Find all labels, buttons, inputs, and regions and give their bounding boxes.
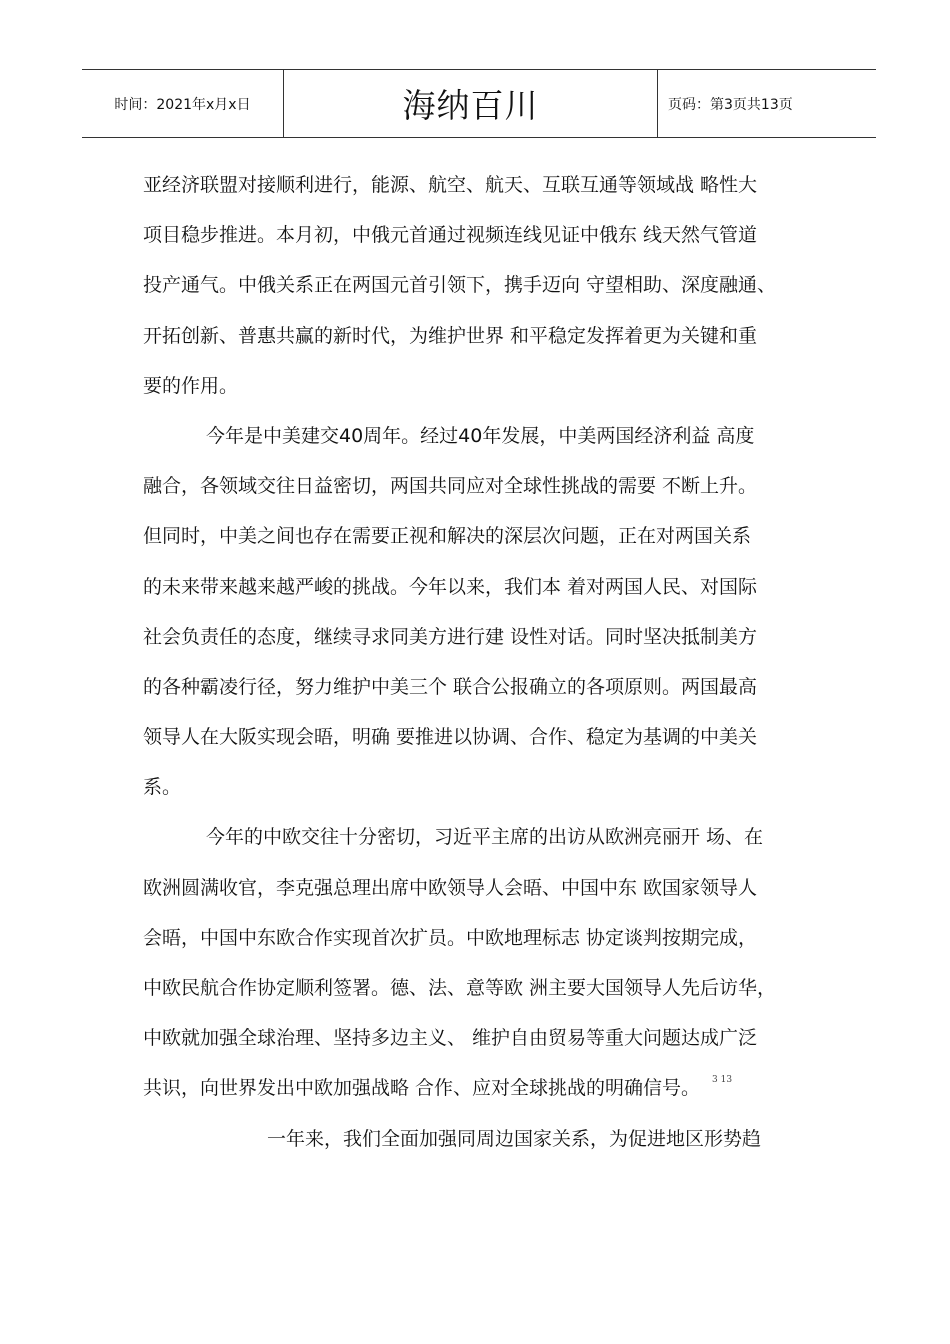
- text-line: 领导人在大阪实现会晤，明确 要推进以协调、合作、稳定为基调的中美关: [143, 726, 758, 749]
- text-line: 项目稳步推进。本月初，中俄元首通过视频连线见证中俄东 线天然气管道: [143, 224, 758, 247]
- document-body: [143, 160, 833, 1164]
- text-line: 一年来，我们全面加强同周边国家关系，为促进地区形势趋: [267, 1127, 762, 1150]
- text-line: 会晤，中国中东欧合作实现首次扩员。中欧地理标志 协定谈判按期完成，: [143, 926, 758, 949]
- text-line-content: 共识，向世界发出中欧加强战略 合作、应对全球挑战的明确信号。: [143, 1077, 701, 1100]
- text-line: [143, 1063, 833, 1113]
- text-line: 社会负责任的态度，继续寻求同美方进行建 设性对话。同时坚决抵制美方: [143, 625, 758, 648]
- text-line: 系。: [143, 776, 182, 799]
- text-line: 亚经济联盟对接顺利进行，能源、航空、航天、互联互通等领域战 略性大: [143, 174, 758, 196]
- text-line: 欧洲圆满收官，李克强总理出席中欧领导人会晤、中国中东 欧国家领导人: [143, 876, 758, 899]
- text-line: 今年是中美建交40周年。经过40年发展，中美两国经济利益 高度: [206, 424, 755, 447]
- footnote-marker: 3 13: [712, 1075, 733, 1086]
- page-header: [82, 69, 876, 138]
- text-line: 融合，各领域交往日益密切，两国共同应对全球性挑战的需要 不断上升。: [143, 475, 758, 498]
- header-date: 时间：2021年x月x日: [82, 70, 284, 137]
- header-title: 海纳百川: [284, 70, 658, 137]
- text-line: 的各种霸凌行径，努力维护中美三个 联合公报确立的各项原则。两国最高: [143, 675, 758, 698]
- text-line: 的未来带来越来越严峻的挑战。今年以来，我们本 着对两国人民、对国际: [143, 575, 758, 598]
- text-line: 中欧就加强全球治理、坚持多边主义、 维护自由贸易等重大问题达成广泛: [143, 1027, 758, 1050]
- header-page-number: 页码：第3页共13页: [668, 96, 793, 113]
- text-line: 今年的中欧交往十分密切，习近平主席的出访从欧洲亮丽开 场、在: [206, 826, 764, 849]
- text-line: 中欧民航合作协定顺利签署。德、法、意等欧 洲主要大国领导人先后访华，: [143, 977, 777, 999]
- text-line: 投产通气。中俄关系正在两国元首引领下，携手迈向 守望相助、深度融通、: [143, 274, 777, 297]
- text-line: 但同时，中美之间也存在需要正视和解决的深层次问题，正在对两国关系: [143, 525, 752, 548]
- text-line: 开拓创新、普惠共赢的新时代，为维护世界 和平稳定发挥着更为关键和重: [143, 324, 758, 347]
- text-line: 要的作用。: [143, 374, 239, 397]
